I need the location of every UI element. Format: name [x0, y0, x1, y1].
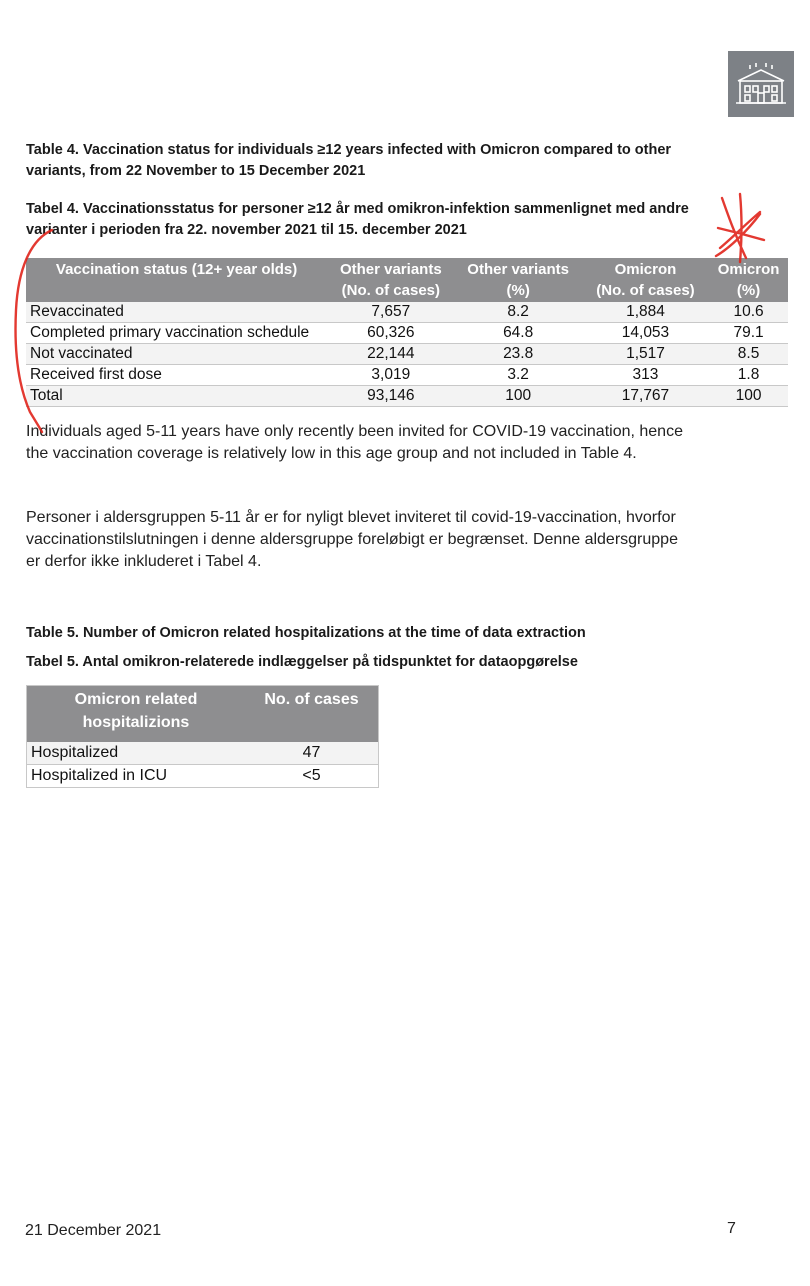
table-cell: <5	[245, 765, 379, 788]
table4-caption-en: Table 4. Vaccination status for individuals ≥12 years infected with Omicron compared to other variants, from 22 November to 15 December 2021	[26, 142, 672, 179]
table5-caption-da: Tabel 5. Antal omikron-relaterede indlæggelser på tidspunktet for dataopgørelse	[26, 654, 578, 670]
table-cell: 93,146	[327, 386, 454, 407]
table-cell: 47	[245, 742, 379, 765]
table-cell: 1,884	[582, 302, 709, 323]
row-label: Received first dose	[26, 365, 327, 386]
table-row-total	[26, 386, 788, 407]
table-cell: 79.1	[709, 323, 788, 344]
row-label: Revaccinated	[26, 302, 327, 323]
table-cell: 7,657	[327, 302, 454, 323]
column-header: Omicron (%)	[709, 258, 788, 302]
paragraph-danish: Personer i aldersgruppen 5-11 år er for nyligt blevet inviteret til covid-19-vaccination, hvorfor vaccinationstilslutningen i denne aldersgruppe foreløbigt er begrænset. Denne aldersgruppe er derfor ikke inkluderet i Tabel 4.	[26, 509, 678, 570]
table-cell: 64.8	[454, 323, 581, 344]
column-header: Vaccination status (12+ year olds)	[26, 258, 327, 302]
table-cell: 14,053	[582, 323, 709, 344]
table-cell: 60,326	[327, 323, 454, 344]
footer-date: 21 December 2021	[25, 1222, 162, 1239]
table-cell: 1.8	[709, 365, 788, 386]
table-row	[26, 302, 788, 323]
table-cell: 17,767	[582, 386, 709, 407]
column-header: Omicron related hospitalizions	[27, 686, 246, 743]
column-header: No. of cases	[245, 686, 379, 743]
hospitalizations-table	[26, 685, 379, 788]
table-cell: 1,517	[582, 344, 709, 365]
table-cell: 23.8	[454, 344, 581, 365]
table-header-row	[27, 686, 379, 743]
institution-logo	[728, 51, 794, 117]
vaccination-status-table	[26, 258, 788, 407]
table-cell: 8.2	[454, 302, 581, 323]
table4-caption-da: Tabel 4. Vaccinationsstatus for personer ≥12 år med omikron-infektion sammenlignet med andre varianter i perioden fra 22. november 2021 til 15. december 2021	[26, 201, 689, 238]
building-icon	[728, 51, 794, 117]
table-cell: 3.2	[454, 365, 581, 386]
column-header: Omicron (No. of cases)	[582, 258, 709, 302]
table-cell: 100	[709, 386, 788, 407]
row-label: Completed primary vaccination schedule	[26, 323, 327, 344]
table-row	[27, 742, 379, 765]
table-row	[26, 344, 788, 365]
table-cell: 10.6	[709, 302, 788, 323]
table-cell: 313	[582, 365, 709, 386]
table-row	[26, 323, 788, 344]
table-cell: 100	[454, 386, 581, 407]
row-label: Hospitalized in ICU	[27, 765, 246, 788]
column-header: Other variants (No. of cases)	[327, 258, 454, 302]
table5-caption-en: Table 5. Number of Omicron related hospitalizations at the time of data extraction	[26, 625, 586, 641]
row-label: Hospitalized	[27, 742, 246, 765]
paragraph-english: Individuals aged 5-11 years have only recently been invited for COVID-19 vaccination, hence the vaccination coverage is relatively low in this age group and not included in Table 4.	[26, 423, 683, 462]
table-header-row	[26, 258, 788, 302]
table-row	[26, 365, 788, 386]
table-cell: 22,144	[327, 344, 454, 365]
row-label: Not vaccinated	[26, 344, 327, 365]
table-cell: 3,019	[327, 365, 454, 386]
table-cell: 8.5	[709, 344, 788, 365]
page-number: 7	[727, 1220, 736, 1237]
row-label: Total	[26, 386, 327, 407]
column-header: Other variants (%)	[454, 258, 581, 302]
table-row	[27, 765, 379, 788]
